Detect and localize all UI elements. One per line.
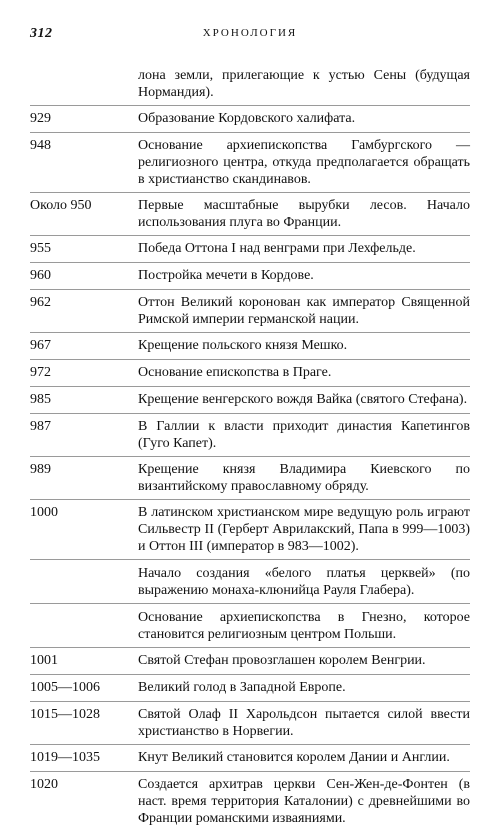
chronology-entry <box>30 262 470 289</box>
entry-text: Великий голод в Западной Европе. <box>138 680 346 695</box>
entry-text: Крещение князя Владимира Киевского по византийскому православному обряду. <box>138 462 470 494</box>
chronology-entry <box>30 744 470 771</box>
entry-text: Крещение венгерского вождя Вайка (святого Стефана). <box>138 392 468 407</box>
entry-date: 1005—1006 <box>30 680 100 695</box>
entry-date: 962 <box>30 295 51 310</box>
page-number: 312 <box>30 26 53 41</box>
entry-date: 929 <box>30 111 51 126</box>
entry-text: Святой Олаф II Харольдсон пытается силой ввести христианство в Норвегии. <box>138 707 470 739</box>
entry-date: 1020 <box>30 777 58 792</box>
entry-text: Образование Кордовского халифата. <box>138 111 356 126</box>
entry-text: Победа Оттона I над венграми при Лехфельде. <box>138 241 416 256</box>
chronology-entry <box>30 386 470 413</box>
entry-text: Оттон Великий коронован как император Священной Римской империи германской нации. <box>138 295 470 327</box>
entry-text: В Галлии к власти приходит династия Капетингов (Гуго Капет). <box>138 419 470 451</box>
entry-text: Кнут Великий становится королем Дании и Англии. <box>138 750 450 765</box>
entry-text: Крещение польского князя Мешко. <box>138 338 348 353</box>
chronology-entry <box>30 499 470 559</box>
chronology-entry <box>30 132 470 192</box>
entry-date: 989 <box>30 462 51 477</box>
entry-date <box>30 565 138 599</box>
entry-text: Основание епископства в Праге. <box>138 365 332 380</box>
chronology-entry <box>30 235 470 262</box>
chronology-entry <box>30 701 470 744</box>
entry-date: 985 <box>30 392 51 407</box>
chronology-entry <box>30 332 470 359</box>
entry-date: 1019—1035 <box>30 750 100 765</box>
entry-text: В латинском христианском мире ведущую роль играют Сильвестр II (Герберт Аврилакский, Папа в 999—1003) и Оттон III (император в 983—1002). <box>138 505 470 554</box>
chronology-entry <box>30 413 470 456</box>
entry-date <box>30 67 138 101</box>
entry-date: 1015—1028 <box>30 707 100 722</box>
entry-date <box>30 609 138 643</box>
chronology-entry <box>30 647 470 674</box>
entry-date: 972 <box>30 365 51 380</box>
chronology-entry <box>30 192 470 235</box>
entry-date: 1000 <box>30 505 58 520</box>
entry-text: Основание архиепископства в Гнезно, которое становится религиозным центром Польши. <box>138 610 470 642</box>
chronology-entry <box>30 63 470 105</box>
entry-text: лона земли, прилегающие к устью Сены (будущая Нормандия). <box>138 68 470 100</box>
entry-text: Основание архиепископства Гамбургского — религиозного центра, откуда предполагается обращать в христианство скандинавов. <box>138 138 470 187</box>
chronology-entry <box>30 559 470 603</box>
chronology-list <box>30 63 470 831</box>
chronology-entry <box>30 771 470 831</box>
entry-date: 955 <box>30 241 51 256</box>
chronology-entry <box>30 456 470 499</box>
page-header <box>30 26 470 46</box>
running-head: ХРОНОЛОГИЯ <box>202 27 298 39</box>
entry-date: 967 <box>30 338 51 353</box>
entry-date: 960 <box>30 268 51 283</box>
entry-date: 987 <box>30 419 51 434</box>
entry-date: 948 <box>30 138 51 153</box>
entry-text: Создается архитрав церкви Сен-Жен-де-Фонтен (в наст. время территория Каталонии) с древнейшими во Франции романскими изваяниями. <box>138 777 470 826</box>
entry-text: Постройка мечети в Кордове. <box>138 268 314 283</box>
entry-date: Около 950 <box>30 198 92 213</box>
entry-date: 1001 <box>30 653 58 668</box>
chronology-entry <box>30 359 470 386</box>
chronology-entry <box>30 603 470 647</box>
chronology-entry <box>30 105 470 132</box>
entry-text: Начало создания «белого платья церквей» (по выражению монаха-клюнийца Рауля Глабера). <box>138 566 470 598</box>
chronology-entry <box>30 289 470 332</box>
entry-text: Святой Стефан провозглашен королем Венгрии. <box>138 653 426 668</box>
chronology-entry <box>30 674 470 701</box>
entry-text: Первые масштабные вырубки лесов. Начало использования плуга во Франции. <box>138 198 470 230</box>
